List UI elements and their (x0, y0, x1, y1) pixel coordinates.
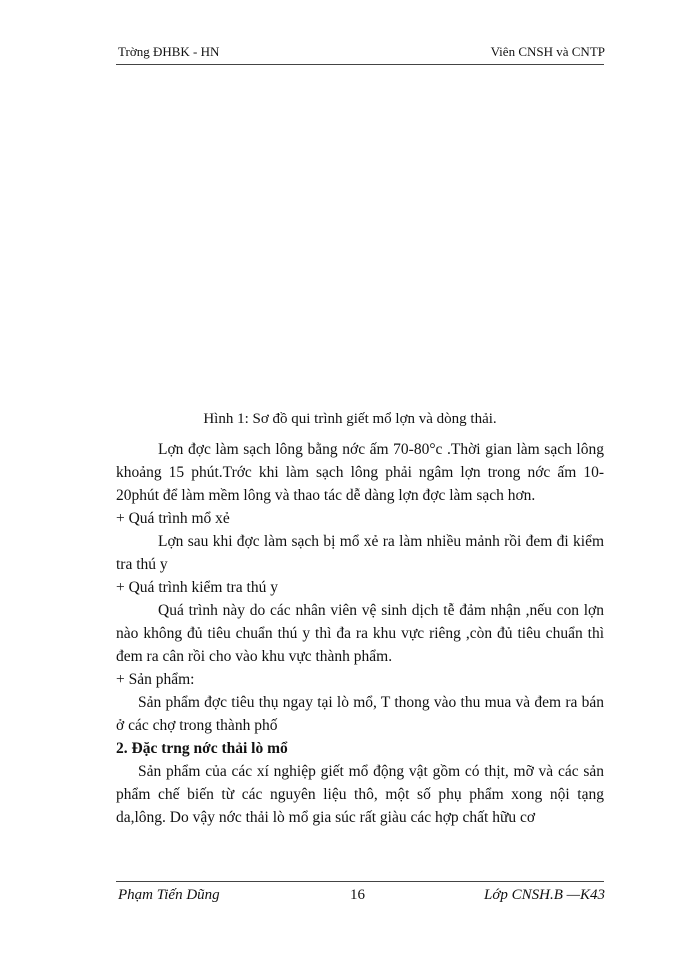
paragraph-5: Sản phẩm của các xí nghiệp giết mổ động vật gồm có thịt, mỡ và các sản phẩm chế biến từ các nguyên liệu thô, một số phụ phẩm xong nội tạng da,lông. Do vậy nớc thải lò mổ gia súc rất giàu các hợp chất hữu cơ (116, 763, 604, 826)
subheading-2: + Quá trình kiểm tra thú y (116, 579, 278, 596)
paragraph-2: Lợn sau khi đợc làm sạch bị mổ xẻ ra làm nhiều mảnh rồi đem đi kiểm tra thú y (116, 533, 604, 573)
page-number: 16 (350, 887, 365, 903)
paragraph-3: Quá trình này do các nhân viên vệ sinh dịch tễ đảm nhận ,nếu con lợn nào không đủ tiêu chuẩn thú y thì đa ra khu vực riêng ,còn đủ tiêu chuẩn thì đem ra cân rồi cho vào khu vực thành phẩm. (116, 602, 604, 665)
header-right: Viên CNSH và CNTP (490, 44, 605, 59)
paragraph-1: Lợn đợc làm sạch lông bằng nớc ấm 70-80°c .Thời gian làm sạch lông khoảng 15 phút.Trớc khi làm sạch lông phải ngâm lợn trong nớc ấm 10-20phút để làm mềm lông và thao tác dễ dàng lợn đợc làm sạch hơn. (116, 441, 604, 504)
header-divider (116, 64, 604, 65)
subheading-1: + Quá trình mổ xẻ (116, 510, 230, 527)
body-text (116, 438, 604, 829)
subheading-3: + Sản phẩm: (116, 671, 195, 688)
section-heading: 2. Đặc trng nớc thải lò mổ (116, 740, 288, 757)
footer-author: Phạm Tiến Dũng (118, 887, 220, 903)
footer-divider (116, 881, 604, 882)
figure-caption: Hình 1: Sơ đồ qui trình giết mổ lợn và dòng thải. (203, 411, 497, 427)
footer-class: Lớp CNSH.B —K43 (484, 887, 605, 903)
paragraph-4: Sản phẩm đợc tiêu thụ ngay tại lò mổ, T thong vào thu mua và đem ra bán ở các chợ trong thành phố (116, 694, 604, 734)
header-left: Trờng ĐHBK - HN (118, 44, 220, 59)
